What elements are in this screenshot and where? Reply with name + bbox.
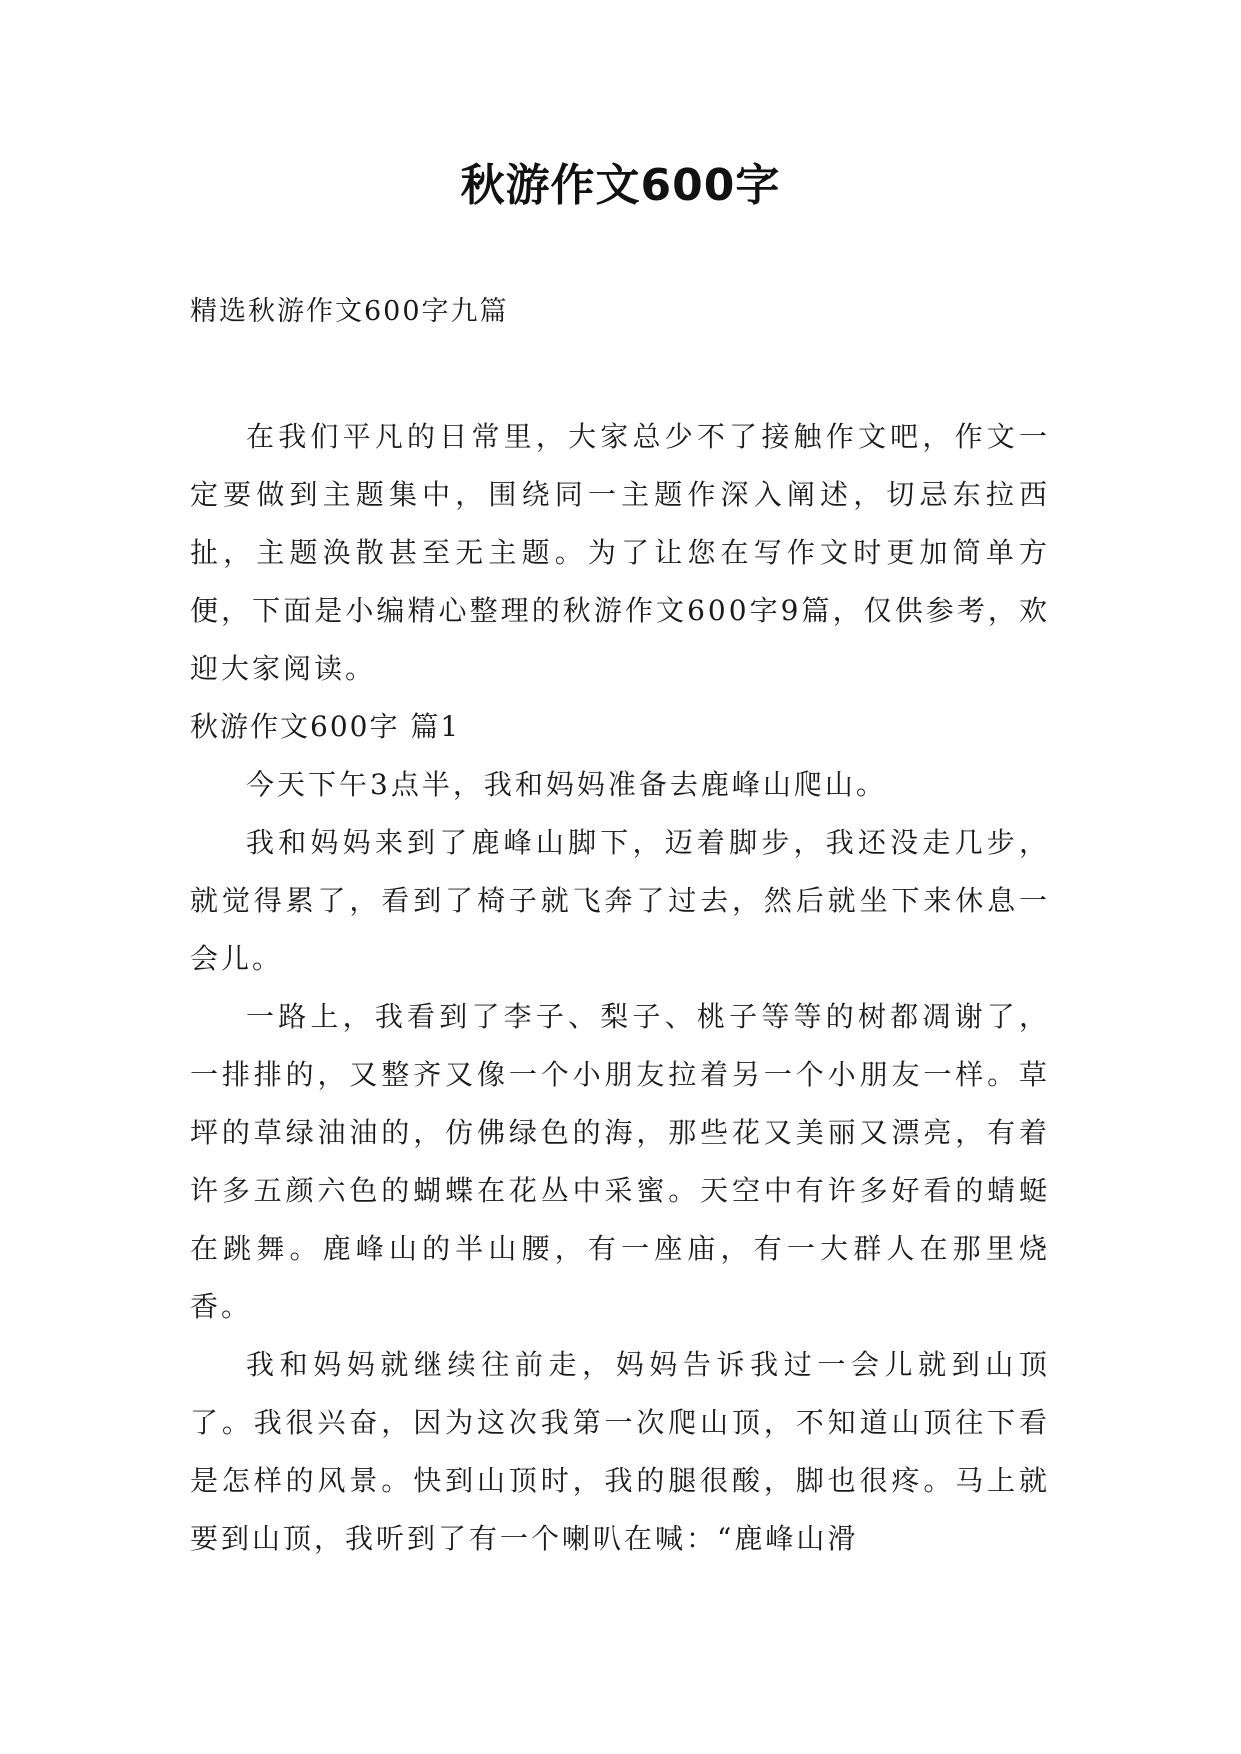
document-body [190,408,1050,1568]
body-paragraph: 我和妈妈来到了鹿峰山脚下，迈着脚步，我还没走几步，就觉得累了，看到了椅子就飞奔了过去，然后就坐下来休息一会儿。 [190,826,1050,975]
body-paragraph: 今天下午3点半，我和妈妈准备去鹿峰山爬山。 [246,768,887,801]
document-title: 秋游作文600字 [460,160,781,211]
body-paragraph: 一路上，我看到了李子、梨子、桃子等等的树都凋谢了，一排排的，又整齐又像一个小朋友拉着另一个小朋友一样。草坪的草绿油油的，仿佛绿色的海，那些花又美丽又漂亮，有着许多五颜六色的蝴蝶在花丛中采蜜。天空中有许多好看的蜻蜓在跳舞。鹿峰山的半山腰，有一座庙，有一大群人在那里烧香。 [190,1000,1050,1323]
section-heading: 秋游作文600字 篇1 [190,710,461,743]
intro-paragraph: 在我们平凡的日常里，大家总少不了接触作文吧，作文一定要做到主题集中，围绕同一主题作深入阐述，切忌东拉西扯，主题涣散甚至无主题。为了让您在写作文时更加简单方便，下面是小编精心整理的秋游作文600字9篇，仅供参考，欢迎大家阅读。 [190,420,1050,685]
body-paragraph: 我和妈妈就继续往前走，妈妈告诉我过一会儿就到山顶了。我很兴奋，因为这次我第一次爬山顶，不知道山顶往下看是怎样的风景。快到山顶时，我的腿很酸，脚也很疼。马上就要到山顶，我听到了有一个喇叭在喊：“鹿峰山滑 [190,1348,1050,1555]
document-subtitle: 精选秋游作文600字九篇 [190,296,509,327]
